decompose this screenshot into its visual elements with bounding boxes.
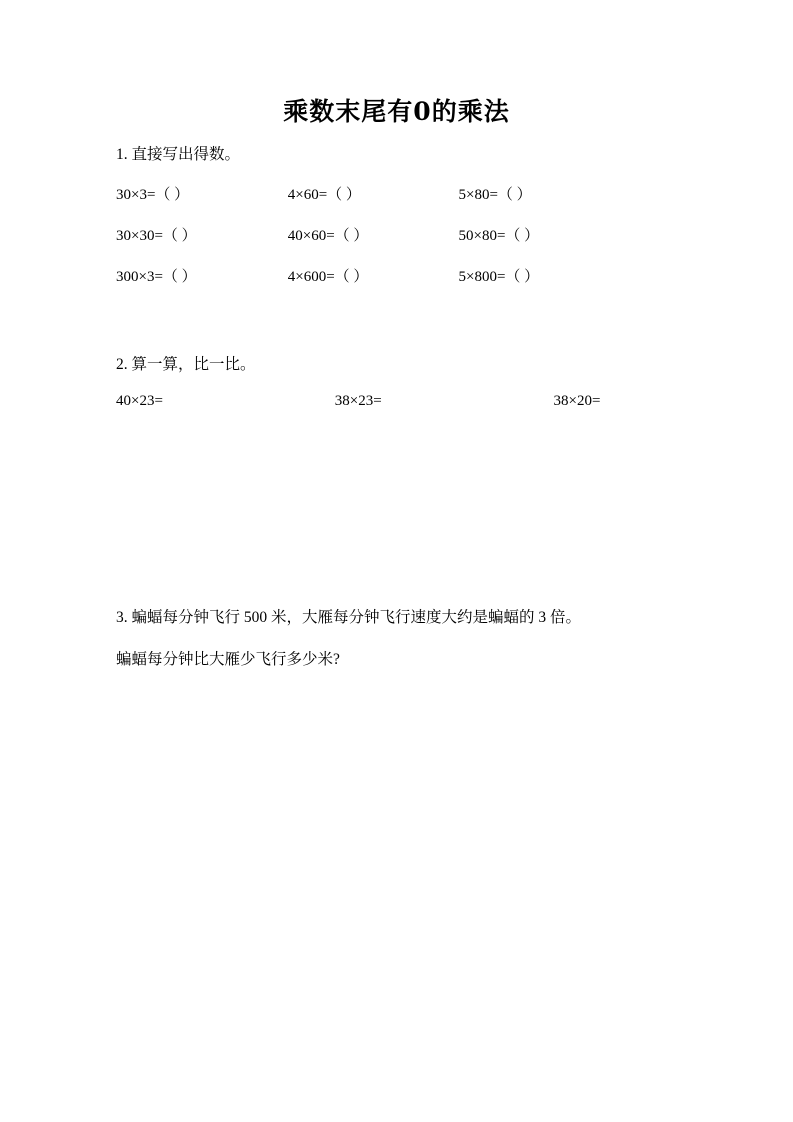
question-2-heading: 2. 算一算，比一比。 (116, 356, 256, 373)
exercise-item: 50×80=（ ） (458, 228, 540, 244)
exercise-item: 5×800=（ ） (458, 269, 540, 285)
question-3-heading-line-2: 蝙蝠每分钟比大雁少飞行多少米? (116, 651, 340, 668)
page-title: 乘数末尾有0的乘法 (283, 97, 510, 126)
exercise-item: 38×23= (334, 393, 382, 409)
question-1-heading: 1. 直接写出得数。 (116, 146, 241, 163)
exercise-item: 4×600=（ ） (287, 269, 369, 285)
question-1-row-2 (116, 224, 619, 245)
question-3-heading-line-1: 3. 蝙蝠每分钟飞行 500 米，大雁每分钟飞行速度大约是蝙蝠的 3 倍。 (116, 609, 582, 626)
exercise-item: 40×60=（ ） (287, 228, 369, 244)
exercise-item: 30×3=（ ） (116, 187, 190, 203)
exercise-item: 30×30=（ ） (116, 228, 197, 244)
question-2-row-1 (116, 393, 704, 410)
question-2-block (116, 355, 704, 430)
question-1-block (116, 145, 619, 306)
question-1-row-1 (116, 183, 619, 204)
exercise-item: 38×20= (553, 393, 601, 409)
exercise-item: 5×80=（ ） (458, 187, 532, 203)
exercise-item: 4×60=（ ） (287, 187, 361, 203)
question-3-block (116, 608, 581, 692)
exercise-item: 40×23= (116, 393, 163, 409)
exercise-item: 300×3=（ ） (116, 269, 197, 285)
question-1-row-3 (116, 265, 619, 286)
